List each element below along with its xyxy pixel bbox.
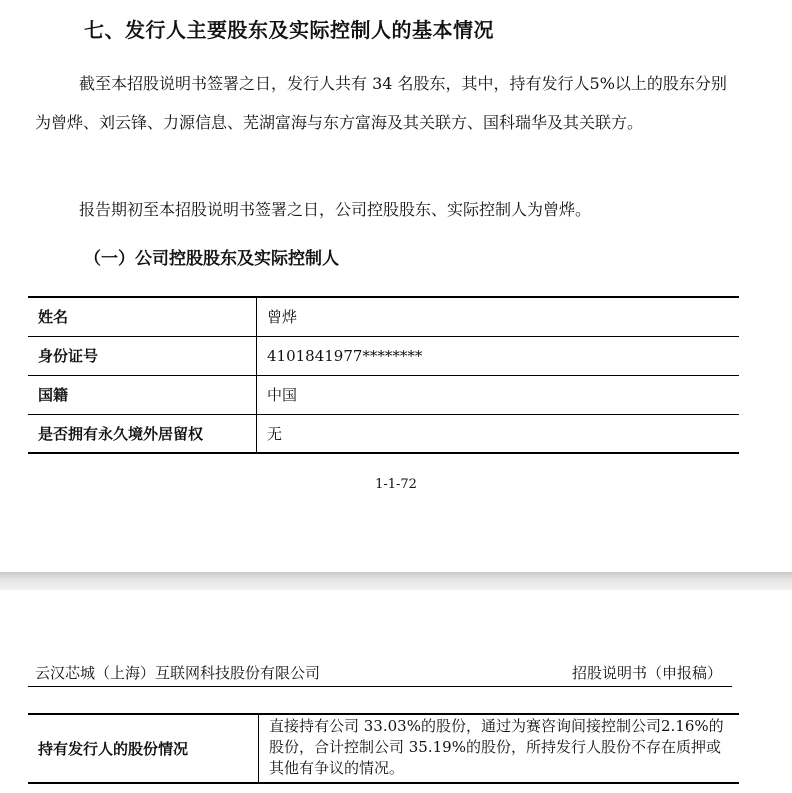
table-row [28,375,739,414]
section-title: 七、发行人主要股东及实际控制人的基本情况 [84,18,494,42]
paragraph-controller: 报告期初至本招股说明书签署之日，公司控股股东、实际控制人为曾烨。 [79,200,592,219]
field-label: 身份证号 [28,336,257,375]
field-label: 姓名 [28,297,257,336]
header-divider [28,686,732,687]
field-label: 国籍 [28,375,257,414]
document-page-next [0,590,792,793]
field-value: 曾烨 [257,297,740,336]
table-row [28,414,739,453]
table-row [28,336,739,375]
table-row [28,714,739,783]
page-header-doc-type: 招股说明书（申报稿） [571,664,722,682]
field-value: 4101841977******** [257,336,740,375]
field-value: 无 [257,414,740,453]
field-label: 持有发行人的股份情况 [28,714,259,783]
subsection-title: （一）公司控股股东及实际控制人 [84,249,339,269]
controller-info-table [28,296,739,454]
paragraph-shareholders: 截至本招股说明书签署之日，发行人共有 34 名股东，其中，持有发行人5%以上的股东分别为曾烨、刘云锋、力源信息、芜湖富海与东方富海及其关联方、国科瑞华及其关联方。 [35,74,727,132]
field-value: 中国 [257,375,740,414]
page-separator [0,572,792,590]
holding-table [28,713,739,784]
page-number: 1-1-72 [375,477,417,492]
page-header-company: 云汉芯城（上海）互联网科技股份有限公司 [35,664,321,682]
table-row [28,297,739,336]
field-label: 是否拥有永久境外居留权 [28,414,257,453]
field-value: 直接持有公司 33.03%的股份，通过为赛咨询间接控制公司2.16%的股份，合计控制公司 35.19%的股份，所持发行人股份不存在质押或其他有争议的情况。 [259,714,740,783]
